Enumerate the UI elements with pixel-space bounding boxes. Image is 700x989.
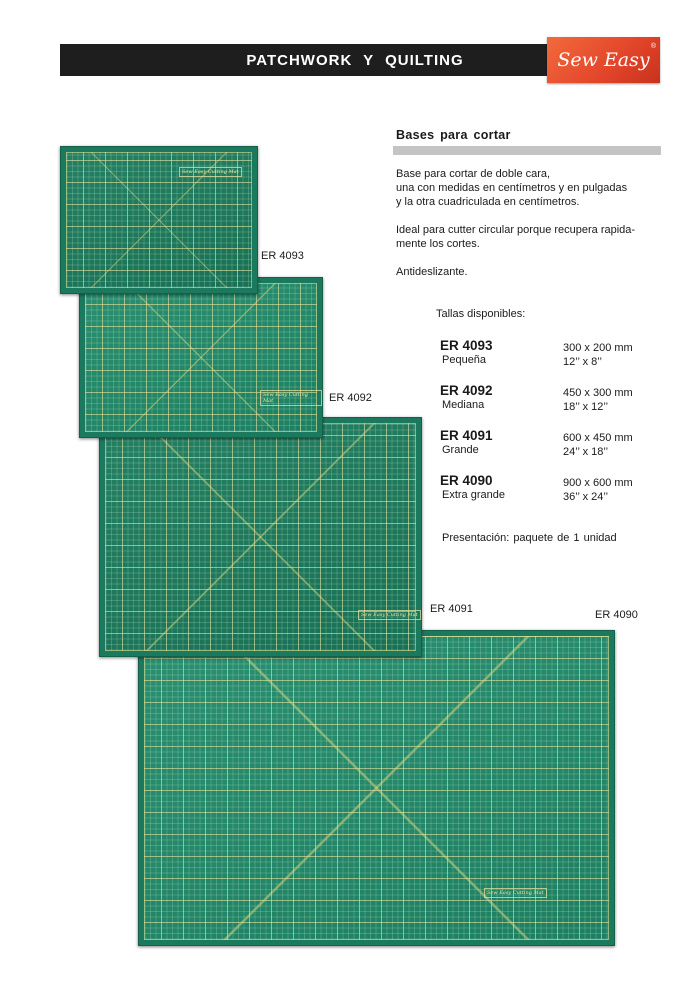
size-metric: 300 x 200 mm <box>563 342 633 354</box>
mat-label-er4092: ER 4092 <box>329 392 372 404</box>
size-code: ER 4090 <box>440 473 493 488</box>
registered-mark: ® <box>650 43 656 50</box>
cutting-mat-image-er4093 <box>60 146 258 294</box>
ideal-line: Ideal para cutter circular porque recupera rapida- <box>396 224 636 236</box>
size-dimensions <box>563 476 633 504</box>
size-imperial: 18’’ x 12’’ <box>563 401 609 413</box>
size-metric: 450 x 300 mm <box>563 387 633 399</box>
size-dimensions <box>563 386 633 414</box>
mat-label-er4090: ER 4090 <box>595 609 638 621</box>
size-dimensions <box>563 431 633 459</box>
size-code: ER 4093 <box>440 338 493 353</box>
sizes-heading: Tallas disponibles: <box>436 308 526 320</box>
mat-brand-label: Sew Easy Cutting Mat <box>179 167 242 177</box>
size-name: Extra grande <box>442 489 505 501</box>
size-metric: 600 x 450 mm <box>563 432 633 444</box>
cutting-mat-image-er4092 <box>79 277 323 438</box>
size-code: ER 4092 <box>440 383 493 398</box>
size-dimensions <box>563 341 633 369</box>
size-imperial: 24’’ x 18’’ <box>563 446 609 458</box>
ideal-paragraph <box>396 223 635 251</box>
description-line: una con medidas en centímetros y en pulgadas <box>396 182 628 194</box>
section-divider <box>393 146 661 155</box>
size-name: Pequeña <box>442 354 487 366</box>
mat-label-er4091: ER 4091 <box>430 603 473 615</box>
logo-text: Sew Easy <box>557 49 650 71</box>
mat-label-er4093: ER 4093 <box>261 250 304 262</box>
section-title: Bases para cortar <box>396 128 511 142</box>
description-line: y la otra cuadriculada en centímetros. <box>396 196 580 208</box>
size-metric: 900 x 600 mm <box>563 477 633 489</box>
size-imperial: 12’’ x 8’’ <box>563 356 602 368</box>
mat-brand-label: Sew Easy Cutting Mat <box>358 610 421 620</box>
size-name: Grande <box>442 444 479 456</box>
size-imperial: 36’’ x 24’’ <box>563 491 609 503</box>
presentation-text: Presentación: paquete de 1 unidad <box>442 532 617 544</box>
brand-logo <box>547 37 660 83</box>
cutting-mat-image-er4091 <box>99 417 422 657</box>
ideal-line: mente los cortes. <box>396 238 480 250</box>
page-title: PATCHWORK Y QUILTING <box>246 52 464 69</box>
cutting-mat-image-er4090 <box>138 630 615 946</box>
mat-brand-label: Sew Easy Cutting Mat <box>260 390 322 406</box>
description-line: Base para cortar de doble cara, <box>396 168 551 180</box>
antideslizante-text: Antideslizante. <box>396 266 468 278</box>
description-paragraph <box>396 167 627 209</box>
size-code: ER 4091 <box>440 428 493 443</box>
size-name: Mediana <box>442 399 485 411</box>
mat-brand-label: Sew Easy Cutting Mat <box>484 888 547 898</box>
